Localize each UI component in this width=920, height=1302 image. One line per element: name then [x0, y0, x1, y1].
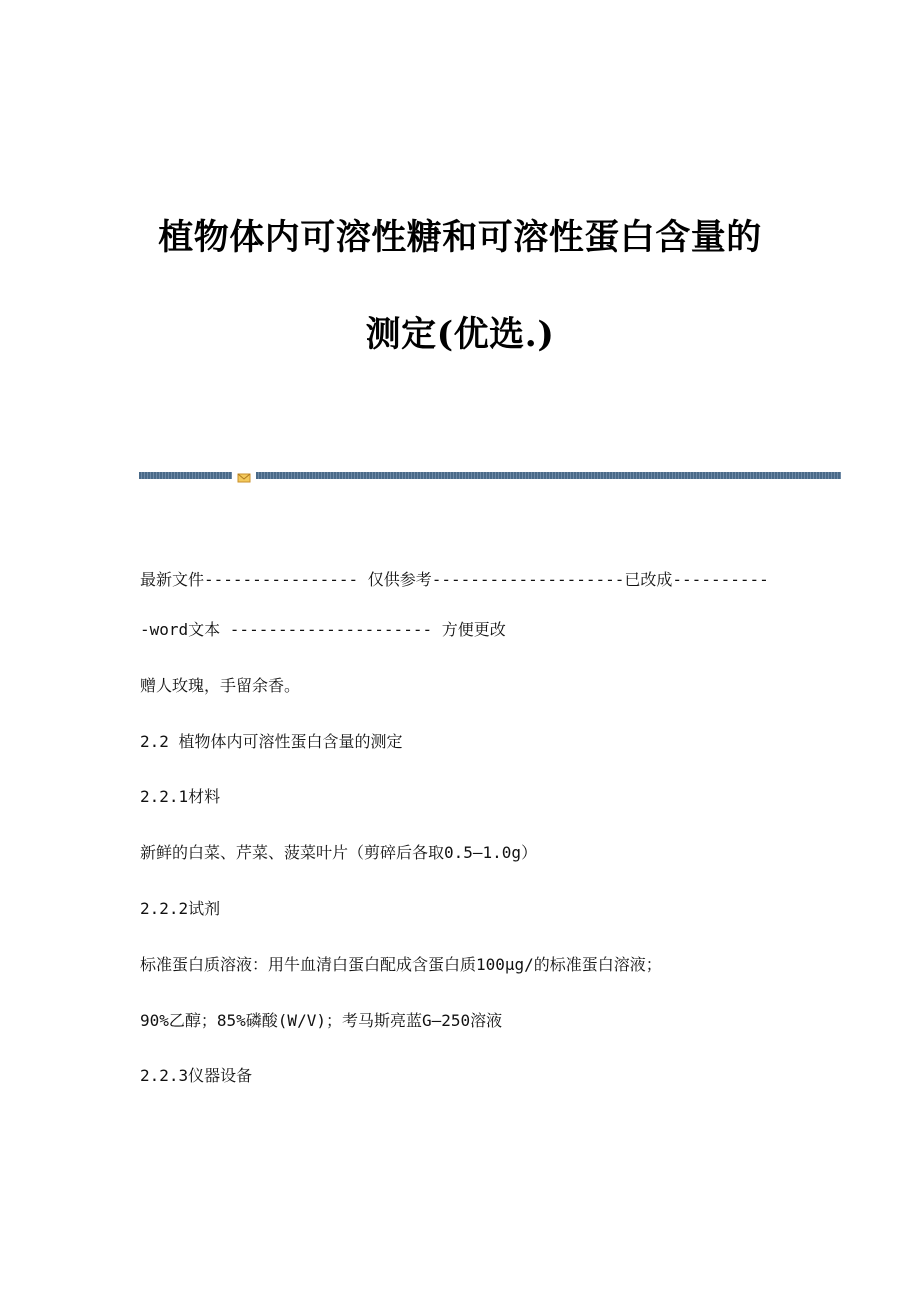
motto-text: 赠人玫瑰，手留余香。: [140, 676, 301, 695]
subsection-heading-reagents: 2.2.2试剂: [140, 899, 221, 918]
header-notice-line-1: 最新文件---------------- 仅供参考--------------------已改成----------: [140, 570, 769, 589]
divider-bar-right: [256, 472, 841, 479]
subsection-heading-equipment: 2.2.3仪器设备: [140, 1066, 253, 1085]
document-title-line-2: 测定(优选.): [365, 314, 555, 355]
title-divider: [139, 468, 841, 482]
document-title-line-1: 植物体内可溶性糖和可溶性蛋白含量的: [158, 217, 762, 258]
header-notice-line-2: -word文本 --------------------- 方便更改: [140, 620, 506, 639]
divider-bar-left: [139, 472, 232, 479]
reagents-text-line-2: 90%乙醇；85%磷酸(W/V)；考马斯亮蓝G—250溶液: [140, 1011, 503, 1030]
envelope-icon: [237, 469, 251, 481]
materials-text: 新鲜的白菜、芹菜、菠菜叶片（剪碎后各取0.5—1.0g）: [140, 843, 538, 862]
subsection-heading-materials: 2.2.1材料: [140, 787, 221, 806]
reagents-text-line-1: 标准蛋白质溶液：用牛血清白蛋白配成含蛋白质100μg/的标准蛋白溶液；: [140, 955, 662, 974]
section-heading-2-2: 2.2 植物体内可溶性蛋白含量的测定: [140, 732, 403, 751]
